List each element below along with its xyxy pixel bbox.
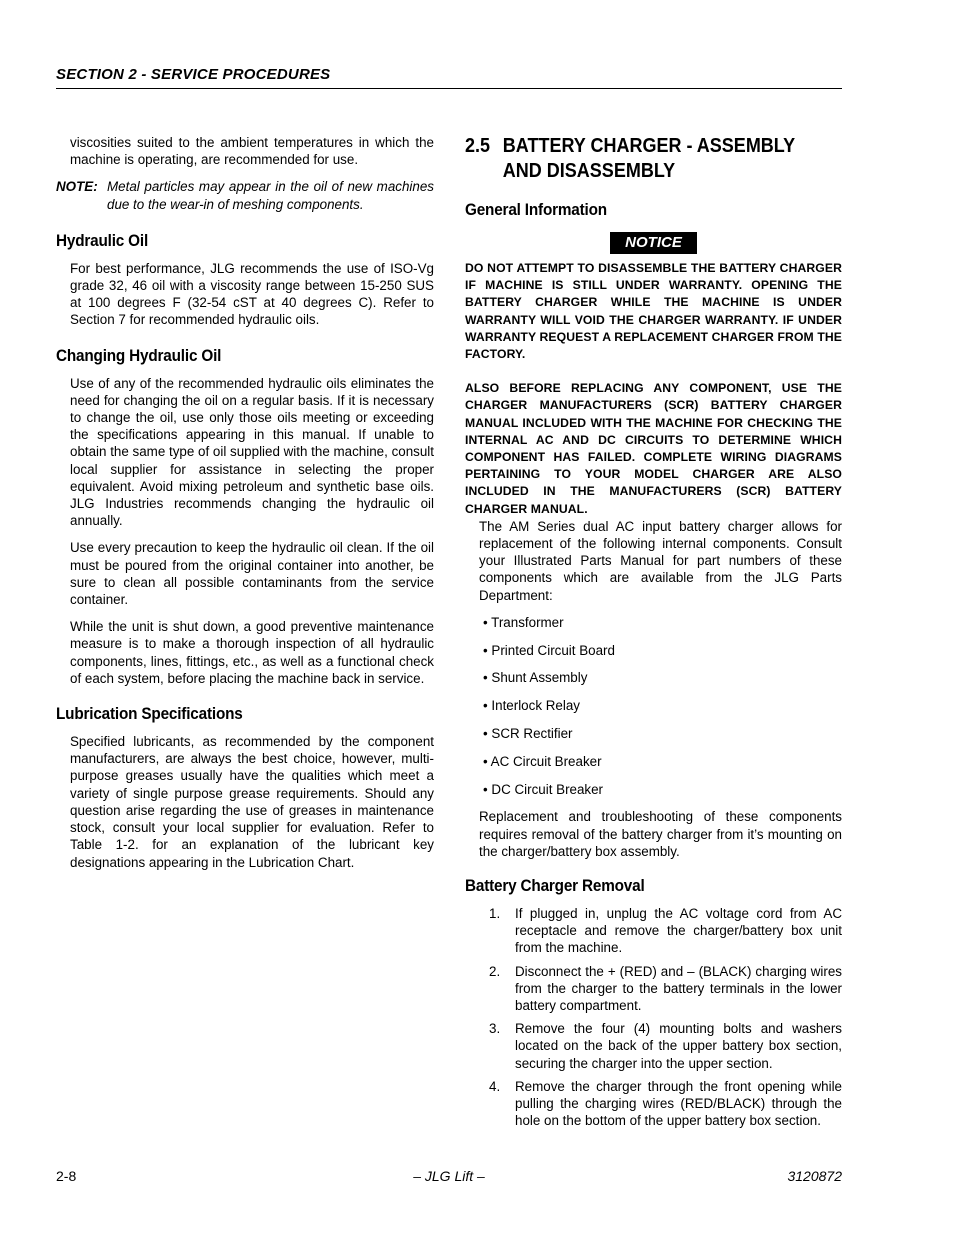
page-header [56, 66, 842, 89]
footer-brand: – JLG Lift – [413, 1168, 485, 1184]
changing-oil-paragraph-3: While the unit is shut down, a good preventive maintenance measure is to make a thorough inspection of all hydraulic components, lines, fittings, etc., as well as a functional check of each system, before placing the machine back in service. [70, 619, 434, 686]
intro-paragraph: viscosities suited to the ambient temperatures in which the machine is operating, are recommended for use. [70, 135, 434, 168]
components-list [479, 614, 842, 798]
hydraulic-oil-heading: Hydraulic Oil [56, 230, 149, 250]
step-text: If plugged in, unplug the AC voltage cord from AC receptacle and remove the charger/battery box unit from the machine. [515, 906, 842, 956]
notice-label: NOTICE [610, 232, 697, 254]
components-intro: The AM Series dual AC input battery charger allows for replacement of the following internal components. Consult your Illustrated Parts Manual for part numbers of these components which are available from the JLG Parts Department: [479, 518, 842, 603]
note-label: NOTE: [56, 179, 98, 195]
removal-heading: Battery Charger Removal [465, 876, 645, 896]
step-number: 1. [489, 906, 501, 922]
page-footer [56, 1168, 842, 1188]
list-item: • DC Circuit Breaker [483, 781, 604, 797]
notice-paragraph-2: ALSO BEFORE REPLACING ANY COMPONENT, USE THE CHARGER MANUFACTURERS (SCR) BATTERY CHARGER MANUAL INCLUDED WITH THE MACHINE FOR CHECKING THE INTERNAL AC AND DC CIRCUITS TO DETERMINE WHICH COMPONENT HAS FAILED. COMPLETE WIRING DIAGRAMS PERTAINING TO YOUR MODEL CHARGER ARE ALSO INCLUDED IN THE MANUFACTURERS (SCR) BATTERY CHARGER MANUAL. [465, 381, 842, 516]
list-item [465, 1078, 842, 1130]
list-item [465, 905, 842, 957]
section-title-text: BATTERY CHARGER - ASSEMBLY AND DISASSEMBLY [502, 135, 795, 182]
changing-oil-paragraph-1: Use of any of the recommended hydraulic oils eliminates the need for changing the oil on a regular basis. If it is necessary to change the oil, use only those oils meeting or exceeding the specifications appearing in this manual. If unable to obtain the same type of oil supplied with the machine, consult local supplier for assistance in selecting the proper equivalent. Avoid mixing petroleum and synthetic base oils. JLG Industries recommends changing the hydraulic oil annually. [70, 375, 434, 529]
general-info-heading: General Information [465, 200, 607, 219]
changing-oil-paragraph-2: Use every precaution to keep the hydraulic oil clean. If the oil must be poured from the original container into another, be sure to clean all possible contaminants from the service container. [70, 540, 434, 608]
notice-paragraph-1: DO NOT ATTEMPT TO DISASSEMBLE THE BATTERY CHARGER IF MACHINE IS STILL UNDER WARRANTY. OPENING THE BATTERY CHARGER WHILE THE MACHINE IS UNDER WARRANTY WILL VOID THE CHARGER WARRANTY. IF UNDER WARRANTY REQUEST A REPLACEMENT CHARGER FROM THE FACTORY. [465, 261, 842, 362]
note-text: Metal particles may appear in the oil of new machines due to the wear-in of meshing components. [107, 179, 434, 212]
step-text: Remove the four (4) mounting bolts and washers located on the back of the upper battery box section, securing the charger into the upper section. [515, 1021, 842, 1071]
right-column [465, 134, 842, 1135]
changing-oil-heading: Changing Hydraulic Oil [56, 345, 222, 365]
notice-banner [465, 232, 842, 254]
list-item: • SCR Rectifier [483, 726, 573, 742]
step-text: Disconnect the + (RED) and – (BLACK) charging wires from the charger to the battery terminals in the lower battery compartment. [515, 963, 842, 1014]
removal-steps [465, 905, 842, 1129]
list-item [465, 1020, 842, 1072]
step-number: 4. [489, 1078, 501, 1094]
lubrication-paragraph: Specified lubricants, as recommended by the component manufacturers, are always the best choice, however, multi-purpose greases usually have the qualities which meet a variety of single purpose grease requirements. Should any question arise regarding the use of greases in maintenance stock, consult your local supplier for evaluation. Refer to Table 1-2. for an explanation of the lubricant key designations appearing in the Lubrication Chart. [70, 734, 434, 870]
document-number: 3120872 [787, 1168, 842, 1184]
list-item: • AC Circuit Breaker [483, 753, 602, 769]
list-item [465, 963, 842, 1015]
step-number: 3. [489, 1021, 501, 1037]
lubrication-heading: Lubrication Specifications [56, 704, 243, 724]
section-title [465, 134, 804, 184]
note-block [56, 178, 434, 212]
list-item: • Interlock Relay [483, 698, 580, 714]
list-item: • Transformer [483, 614, 564, 630]
section-header-title: SECTION 2 - SERVICE PROCEDURES [56, 66, 331, 83]
list-item: • Shunt Assembly [483, 670, 588, 686]
list-item: • Printed Circuit Board [483, 642, 615, 658]
page-number: 2-8 [56, 1168, 77, 1184]
replacement-paragraph: Replacement and troubleshooting of these components requires removal of the battery charger from it’s mounting on the charger/battery box assembly. [479, 809, 842, 859]
section-number: 2.5 [465, 135, 491, 157]
hydraulic-oil-paragraph: For best performance, JLG recommends the use of ISO-Vg grade 32, 46 oil with a viscosity range between 15-250 SUS at 100 degrees F (32-54 cST at 40 degrees C). Refer to Section 7 for recommended hydraulic oils. [70, 260, 434, 328]
step-number: 2. [489, 963, 501, 979]
step-text: Remove the charger through the front opening while pulling the charging wires (RED/BLACK) through the hole on the bottom of the upper battery box section. [515, 1078, 842, 1129]
left-column [56, 134, 434, 881]
